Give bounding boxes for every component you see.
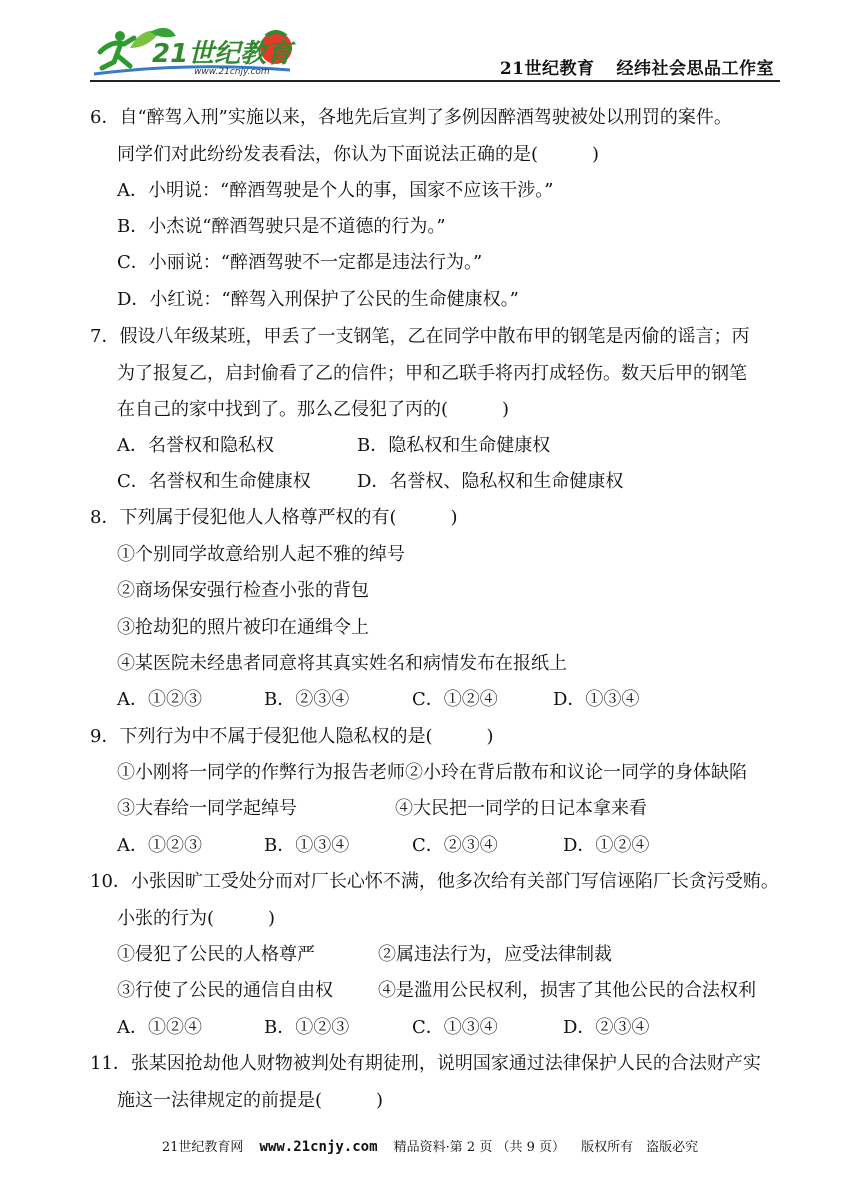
text-line: D．①②④: [563, 835, 650, 856]
text-line: 施这一法律规定的前提是( ): [117, 1090, 384, 1111]
text-line: C．①③④: [412, 1017, 498, 1038]
text-line: D．名誉权、隐私权和生命健康权: [357, 471, 624, 492]
text-line: ②属违法行为，应受法律制裁: [378, 944, 612, 965]
text-line: ③大春给一同学起绰号: [117, 798, 297, 819]
header-title: [500, 54, 774, 79]
logo-text: 21世纪教育: [152, 39, 293, 69]
text-line: 为了报复乙，启封偷看了乙的信件；甲和乙联手将丙打成轻伤。数天后甲的钢笔: [117, 363, 747, 384]
footer-page-info: 精品资料·第 2 页 （共 9 页）: [393, 1140, 566, 1155]
page-header: [90, 22, 780, 82]
text-line: ①小刚将一同学的作弊行为报告老师②小玲在背后散布和议论一同学的身体缺陷: [117, 762, 747, 783]
text-line: 10．小张因旷工受处分而对厂长心怀不满，他多次给有关部门写信诬陷厂长贪污受贿。: [90, 871, 779, 892]
text-line: C．①②④: [412, 689, 498, 710]
text-line: A．①②③: [117, 835, 202, 856]
text-line: 7．假设八年级某班，甲丢了一支钢笔，乙在同学中散布甲的钢笔是丙偷的谣言；丙: [90, 326, 750, 347]
header-rule: [90, 80, 780, 82]
text-line: ③抢劫犯的照片被印在通缉令上: [117, 617, 369, 638]
text-line: B．小杰说“醉酒驾驶只是不道德的行为。”: [117, 216, 446, 237]
footer-site: 21世纪教育网: [161, 1140, 244, 1155]
text-line: D．小红说：“醉驾入刑保护了公民的生命健康权。”: [117, 289, 519, 310]
text-line: ①个别同学故意给别人起不雅的绰号: [117, 544, 405, 565]
text-line: D．①③④: [553, 689, 640, 710]
text-line: 9．下列行为中不属于侵犯他人隐私权的是( ): [90, 726, 494, 747]
text-line: B．②③④: [264, 689, 350, 710]
text-line: C．②③④: [412, 835, 498, 856]
text-line: ④某医院未经患者同意将其真实姓名和病情发布在报纸上: [117, 653, 567, 674]
footer-rights: 版权所有 盗版必究: [581, 1140, 699, 1155]
text-line: A．①②③: [117, 689, 202, 710]
text-line: A．小明说：“醉酒驾驶是个人的事，国家不应该干涉。”: [117, 180, 554, 201]
text-line: 6．自“醉驾入刑”实施以来，各地先后宣判了多例因醉酒驾驶被处以刑罚的案件。: [90, 107, 732, 128]
header-site: 21世纪教育: [499, 59, 595, 79]
text-line: A．①②④: [117, 1017, 202, 1038]
text-line: B．①②③: [264, 1017, 350, 1038]
text-line: ④是滥用公民权利，损害了其他公民的合法权利: [378, 980, 756, 1001]
text-line: B．隐私权和生命健康权: [357, 435, 551, 456]
text-line: B．①③④: [264, 835, 350, 856]
text-line: 8．下列属于侵犯他人人格尊严权的有( ): [90, 507, 458, 528]
text-line: 11．张某因抢劫他人财物被判处有期徒刑，说明国家通过法律保护人民的合法财产实: [90, 1053, 761, 1074]
text-line: 同学们对此纷纷发表看法，你认为下面说法正确的是( ): [117, 144, 600, 165]
page-footer: [0, 1136, 860, 1155]
text-line: C．名誉权和生命健康权: [117, 471, 311, 492]
text-line: ②商场保安强行检查小张的背包: [117, 580, 369, 601]
footer-url: www.21cnjy.com: [259, 1139, 378, 1155]
text-line: 在自己的家中找到了。那么乙侵犯了丙的( ): [117, 399, 510, 420]
text-line: 小张的行为( ): [117, 908, 276, 929]
text-line: D．②③④: [563, 1017, 650, 1038]
text-line: ①侵犯了公民的人格尊严: [117, 944, 315, 965]
runner-icon: [100, 31, 134, 68]
text-line: ③行使了公民的通信自由权: [117, 980, 333, 1001]
text-line: C．小丽说：“醉酒驾驶不一定都是违法行为。”: [117, 252, 483, 273]
text-line: ④大民把一同学的日记本拿来看: [395, 798, 647, 819]
text-line: A．名誉权和隐私权: [117, 435, 274, 456]
logo-url: www.21cnjy.com: [194, 67, 270, 77]
logo: [90, 22, 300, 80]
header-studio: 经纬社会思品工作室: [616, 59, 774, 79]
